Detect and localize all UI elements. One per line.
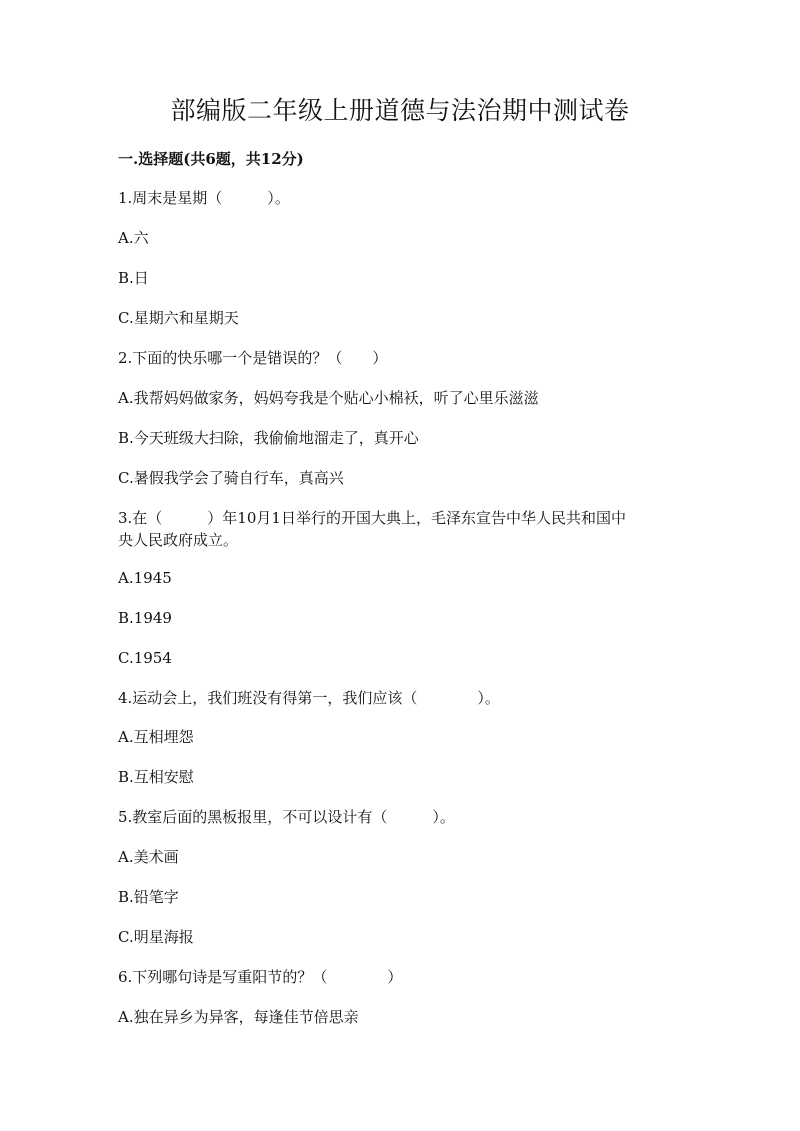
question-2-option-c: C.暑假我学会了骑自行车，真高兴 <box>118 469 344 487</box>
question-5-option-c: C.明星海报 <box>118 928 194 946</box>
question-3-option-b: B.1949 <box>118 609 172 627</box>
question-1-option-c: C.星期六和星期天 <box>118 309 239 327</box>
page-title: 部编版二年级上册道德与法治期中测试卷 <box>170 96 630 125</box>
question-6-option-a: A.独在异乡为异客，每逢佳节倍思亲 <box>118 1008 359 1026</box>
question-5-option-b: B.铅笔字 <box>118 888 179 906</box>
question-3-stem-line-1: 3.在（ ）年10月1日举行的开国大典上，毛泽东宣告中华人民共和国中 <box>118 509 626 527</box>
question-3-option-c: C.1954 <box>118 649 172 667</box>
question-2-option-b: B.今天班级大扫除，我偷偷地溜走了，真开心 <box>118 429 419 447</box>
question-4-option-a: A.互相埋怨 <box>118 728 194 746</box>
question-2-option-a: A.我帮妈妈做家务，妈妈夸我是个贴心小棉袄，听了心里乐滋滋 <box>118 389 539 407</box>
question-6-stem: 6.下列哪句诗是写重阳节的？（ ） <box>118 968 403 986</box>
question-5-stem: 5.教室后面的黑板报里，不可以设计有（ ）。 <box>118 808 455 826</box>
question-2-stem: 2.下面的快乐哪一个是错误的？（ ） <box>118 349 388 367</box>
question-1-stem: 1.周末是星期（ ）。 <box>118 189 290 207</box>
section-heading: 一.选择题(共6题，共12分) <box>118 150 304 168</box>
question-5-option-a: A.美术画 <box>118 848 179 866</box>
question-3-stem-line-2: 央人民政府成立。 <box>118 531 239 549</box>
question-4-option-b: B.互相安慰 <box>118 768 194 786</box>
question-4-stem: 4.运动会上，我们班没有得第一，我们应该（ ）。 <box>118 689 500 707</box>
question-3-option-a: A.1945 <box>118 569 172 587</box>
question-1-option-b: B.日 <box>118 269 149 287</box>
question-1-option-a: A.六 <box>118 229 149 247</box>
